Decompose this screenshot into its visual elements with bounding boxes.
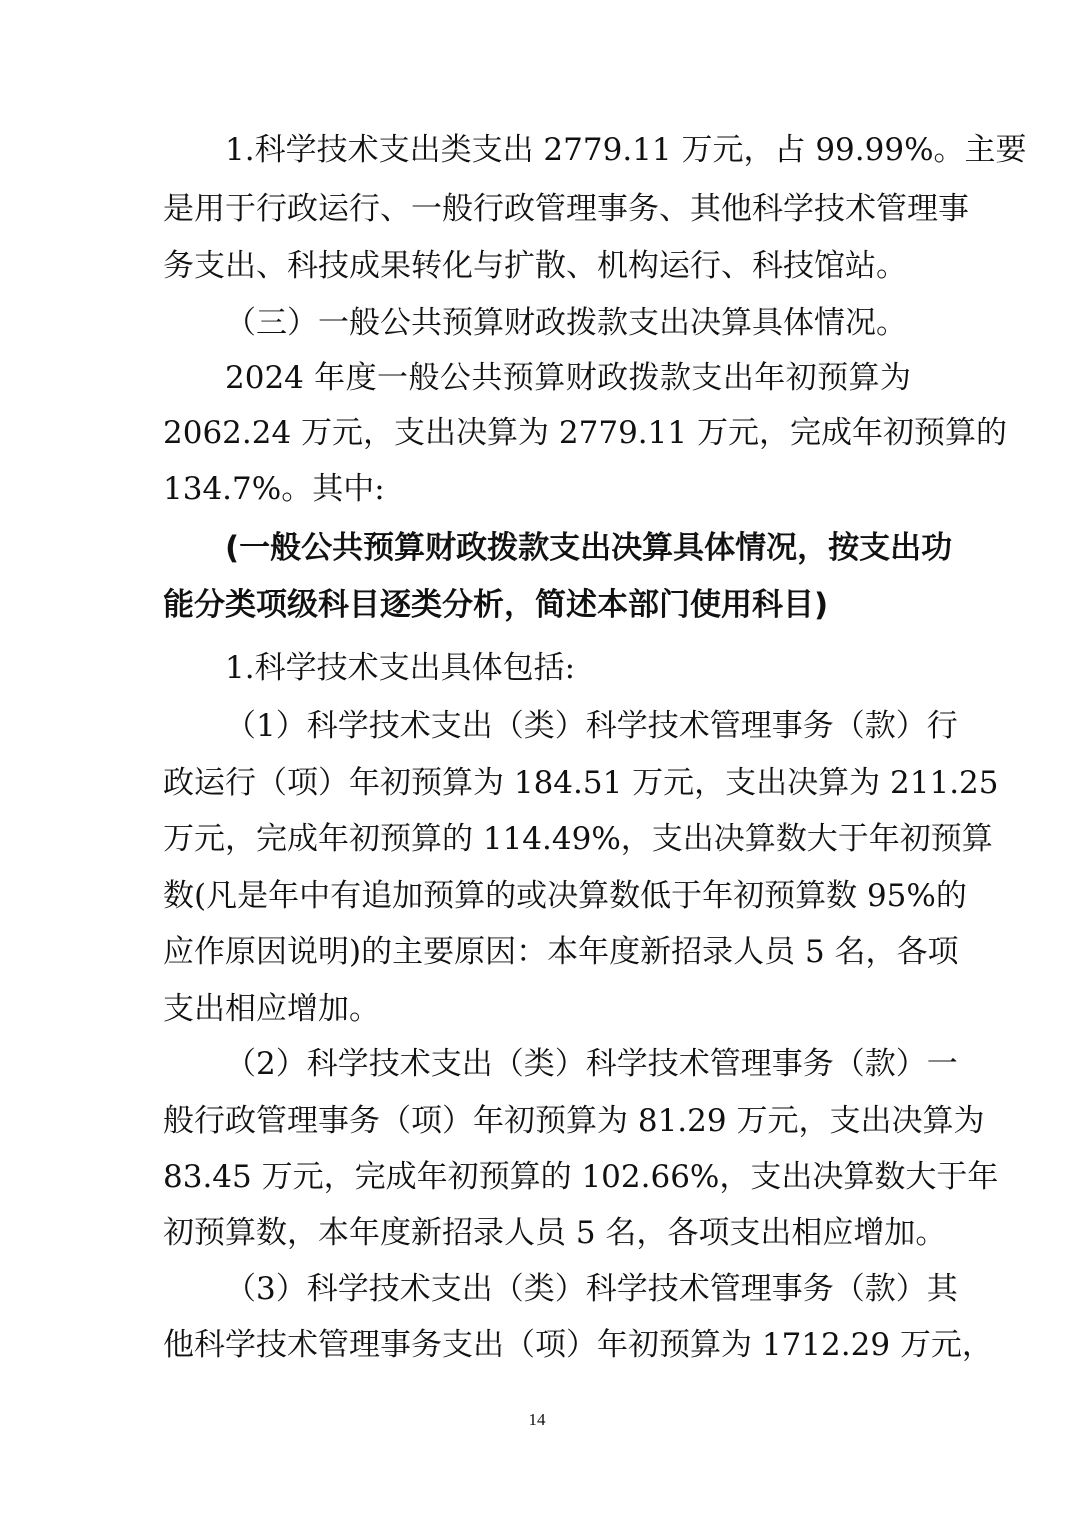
text-line: 2062.24 万元，支出决算为 2779.11 万元，完成年初预算的 xyxy=(163,415,1007,451)
text-line: 1.科学技术支出类支出 2779.11 万元，占 99.99%。主要 xyxy=(225,132,1027,168)
text-line: 应作原因说明)的主要原因：本年度新招录人员 5 名，各项 xyxy=(163,934,959,970)
bold-note-line: (一般公共预算财政拨款支出决算具体情况，按支出功 xyxy=(225,530,953,566)
text-line: 初预算数，本年度新招录人员 5 名，各项支出相应增加。 xyxy=(163,1215,947,1251)
text-line: 83.45 万元，完成年初预算的 102.66%，支出决算数大于年 xyxy=(163,1159,999,1195)
bold-note-line: 能分类项级科目逐类分析，简述本部门使用科目) xyxy=(163,587,829,623)
page-number: 14 xyxy=(528,1410,546,1429)
text-line: 134.7%。其中: xyxy=(163,471,385,507)
text-line: 政运行（项）年初预算为 184.51 万元，支出决算为 211.25 xyxy=(163,765,999,801)
text-line: 支出相应增加。 xyxy=(163,991,380,1027)
text-line: 2024 年度一般公共预算财政拨款支出年初预算为 xyxy=(225,360,911,396)
text-line: （3）科学技术支出（类）科学技术管理事务（款）其 xyxy=(225,1271,958,1307)
text-line: （2）科学技术支出（类）科学技术管理事务（款）一 xyxy=(225,1046,958,1082)
text-line: 般行政管理事务（项）年初预算为 81.29 万元，支出决算为 xyxy=(163,1103,985,1139)
text-line: 1.科学技术支出具体包括: xyxy=(225,650,576,686)
text-line: 万元，完成年初预算的 114.49%，支出决算数大于年初预算 xyxy=(163,821,993,857)
text-line: （1）科学技术支出（类）科学技术管理事务（款）行 xyxy=(225,708,958,744)
text-line: 他科学技术管理事务支出（项）年初预算为 1712.29 万元， xyxy=(163,1327,993,1363)
text-line: 务支出、科技成果转化与扩散、机构运行、科技馆站。 xyxy=(163,248,907,284)
section-heading: （三）一般公共预算财政拨款支出决算具体情况。 xyxy=(225,305,907,341)
text-line: 是用于行政运行、一般行政管理事务、其他科学技术管理事 xyxy=(163,191,969,227)
text-line: 数(凡是年中有追加预算的或决算数低于年初预算数 95%的 xyxy=(163,878,967,914)
